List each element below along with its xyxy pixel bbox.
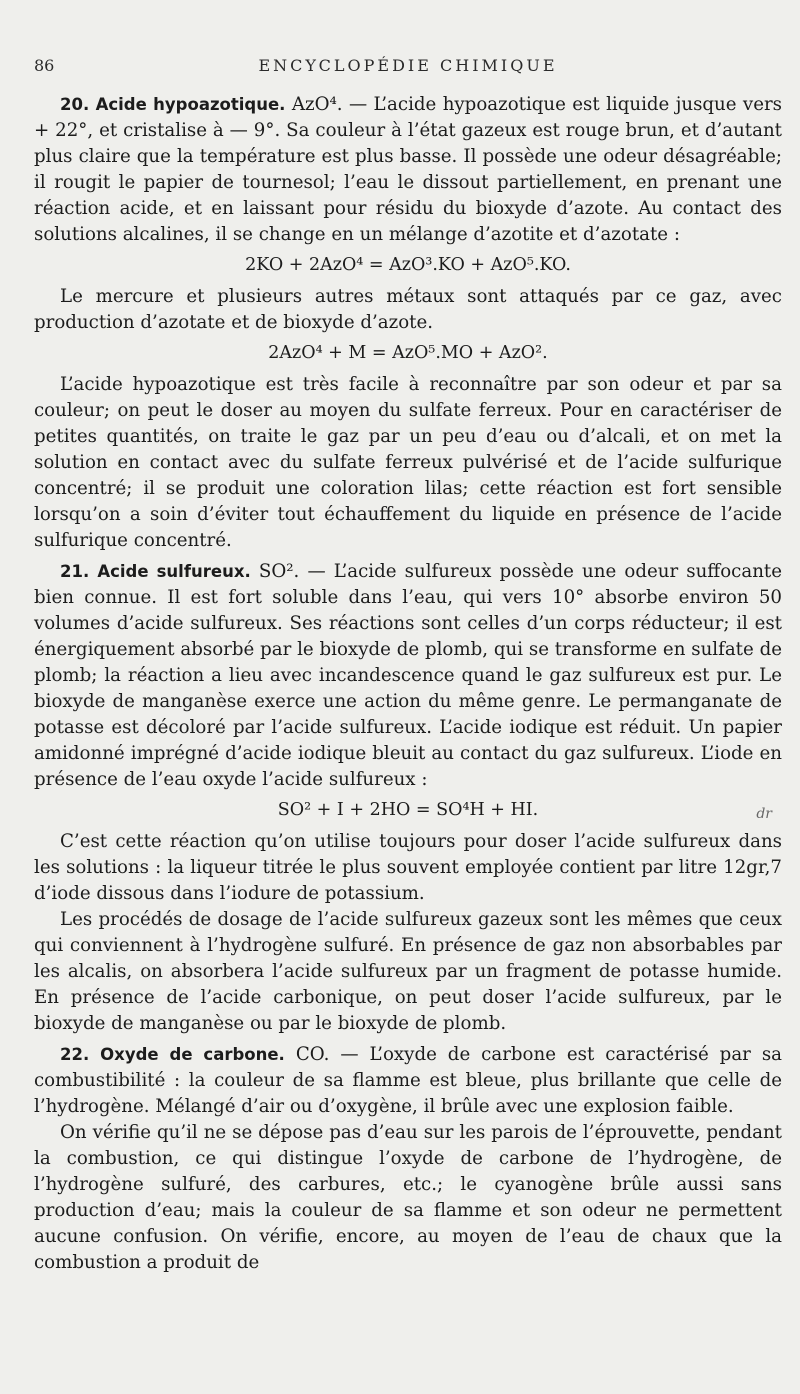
running-header [34, 44, 782, 74]
section-21-paragraph-1 [34, 559, 782, 793]
section-20-paragraph-1 [34, 92, 782, 248]
formula-azotite-azotate: 2KO + 2AzO⁴ = AzO³.KO + AzO⁵.KO. [245, 255, 571, 275]
section-22-paragraph-1 [34, 1042, 782, 1120]
page-number: 86 [34, 56, 55, 75]
book-page [34, 44, 782, 1384]
formula-iodine-sulfurous [34, 797, 782, 823]
section-20-paragraph-3: L’acide hypoazotique est très facile à reconnaître par son odeur et par sa couleur; on peut le doser au moyen du sulfate ferreux. Pour en caractériser de petites quantités, on traite le gaz par un peu d’eau ou d’alcali, et on met la solution en contact avec du sulfate ferreux pulvérisé et de l’acide sulfurique concentré; il se produit une coloration lilas; cette réaction est fort sensible lorsqu’on a soin d’éviter tout échauffement du liquide en présence de l’acide sulfurique concentré. [34, 374, 782, 551]
section-21-heading: 21. Acide sulfureux. [60, 562, 251, 581]
margin-annotation: dr [756, 806, 772, 822]
section-21-paragraph-2: C’est cette réaction qu’on utilise toujours pour doser l’acide sulfureux dans les solutions : la liqueur titrée le plus souvent employée contient par litre 12gr,7 d’iode dissous dans l’iodure de potassium. [34, 831, 782, 904]
section-20-text-1: AzO⁴. — L’acide hypoazotique est liquide jusque vers + 22°, et cristalise à — 9°. Sa couleur à l’état gazeux est rouge brun, et d’autant plus claire que la température est plus basse. Il possède une odeur désagréable; il rougit le papier de tournesol; l’eau le dissout partiellement, en prenant une réaction acide, et en laissant pour résidu du bioxyde d’azote. Au contact des solutions alcalines, il se change en un mélange d’azotite et d’azotate : [34, 94, 782, 245]
section-21-text-1: SO². — L’acide sulfureux possède une odeur suffocante bien connue. Il est fort soluble dans l’eau, qui vers 10° absorbe environ 50 volumes d’acide sulfureux. Ses réactions sont celles d’un corps réducteur; il est énergiquement absorbé par le bioxyde de plomb, qui se transforme en sulfate de plomb; la réaction a lieu avec incandescence quand le gaz sulfureux est pur. Le bioxyde de manganèse exerce une action du même genre. Le permanganate de potasse est décoloré par l’acide sulfureux. L’acide iodique est réduit. Un papier amidonné imprégné d’acide iodique bleuit au contact du gaz sulfureux. L’iode en présence de l’eau oxyde l’acide sulfureux : [34, 561, 782, 790]
running-title: ENCYCLOPÉDIE CHIMIQUE [258, 56, 558, 75]
page-body [34, 92, 782, 1276]
section-20-paragraph-2: Le mercure et plusieurs autres métaux sont attaqués par ce gaz, avec production d’azotate et de bioxyde d’azote. [34, 286, 782, 333]
section-21-paragraph-3: Les procédés de dosage de l’acide sulfureux gazeux sont les mêmes que ceux qui conviennent à l’hydrogène sulfuré. En présence de gaz non absorbables par les alcalis, on absorbera l’acide sulfureux par un fragment de potasse humide. En présence de l’acide carbonique, on peut doser l’acide sulfureux, par le bioxyde de manganèse ou par le bioxyde de plomb. [34, 909, 782, 1034]
formula-metal-attack: 2AzO⁴ + M = AzO⁵.MO + AzO². [268, 343, 548, 363]
section-22-text-1: CO. — L’oxyde de carbone est caractérisé par sa combustibilité : la couleur de sa flamme est bleue, plus brillante que celle de l’hydrogène. Mélangé d’air ou d’oxygène, il brûle avec une explosion faible. [34, 1044, 782, 1117]
section-22-heading: 22. Oxyde de carbone. [60, 1045, 285, 1064]
formula-iodine-sulfurous-text: SO² + I + 2HO = SO⁴H + HI. [277, 800, 539, 820]
section-20-heading: 20. Acide hypoazotique. [60, 95, 286, 114]
section-22-paragraph-2: On vérifie qu’il ne se dépose pas d’eau sur les parois de l’éprouvette, pendant la combustion, ce qui distingue l’oxyde de carbone de l’hydrogène, de l’hydrogène sulfuré, des carbures, etc.; le cyanogène brûle aussi sans production d’eau; mais la couleur de sa flamme et son odeur ne permettent aucune confusion. On vérifie, encore, au moyen de l’eau de chaux que la combustion a produit de [34, 1122, 782, 1273]
